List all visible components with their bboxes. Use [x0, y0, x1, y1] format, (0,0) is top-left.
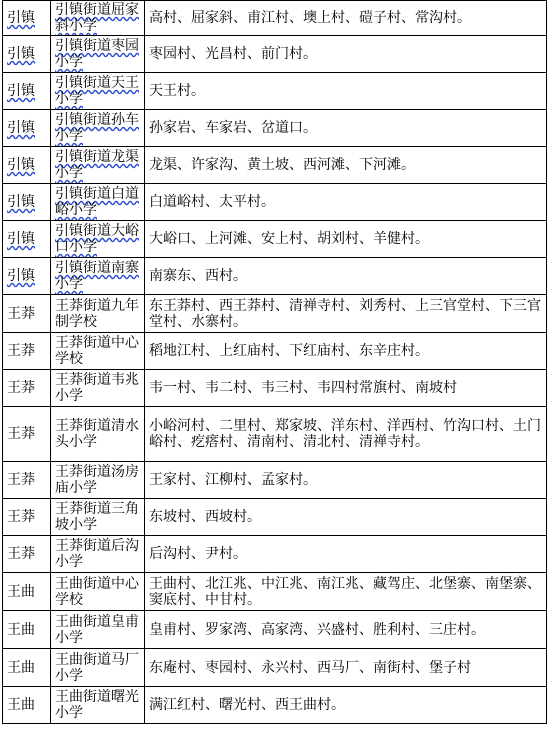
table-row — [3, 649, 547, 687]
school-cell: 王曲街道马厂小学 — [51, 649, 145, 687]
villages-cell: 枣园村、光昌村、前门村。 — [145, 36, 547, 73]
table-row — [3, 221, 547, 258]
town-cell: 引镇 — [3, 36, 51, 73]
table-row — [3, 333, 547, 370]
school-cell: 王莽街道汤房庙小学 — [51, 462, 145, 499]
table-row — [3, 73, 547, 110]
town-cell: 王曲 — [3, 687, 51, 724]
school-cell: 王莽街道韦兆小学 — [51, 370, 145, 407]
table-row — [3, 687, 547, 724]
table-row — [3, 295, 547, 333]
school-district-table — [2, 0, 547, 724]
town-cell: 引镇 — [3, 221, 51, 258]
villages-cell: 南寨东、西村。 — [145, 258, 547, 295]
school-cell: 引镇街道孙车小学 — [51, 110, 145, 147]
school-cell: 引镇街道大峪口小学 — [51, 221, 145, 258]
table-row — [3, 499, 547, 536]
table-row — [3, 407, 547, 462]
school-cell: 王莽街道九年制学校 — [51, 295, 145, 333]
villages-cell: 东王莽村、西王莽村、清禅寺村、刘秀村、上三官堂村、下三官堂村、水寨村。 — [145, 295, 547, 333]
table-row — [3, 110, 547, 147]
school-cell: 引镇街道天王小学 — [51, 73, 145, 110]
school-cell: 王莽街道清水头小学 — [51, 407, 145, 462]
table-row — [3, 184, 547, 221]
table-row — [3, 611, 547, 649]
villages-cell: 稻地江村、上红庙村、下红庙村、东辛庄村。 — [145, 333, 547, 370]
school-cell: 王曲街道中心学校 — [51, 573, 145, 611]
town-cell: 王莽 — [3, 333, 51, 370]
table-row — [3, 573, 547, 611]
town-cell: 王莽 — [3, 462, 51, 499]
town-cell: 王莽 — [3, 536, 51, 573]
villages-cell: 王家村、江柳村、孟家村。 — [145, 462, 547, 499]
school-cell: 引镇街道枣园小学 — [51, 36, 145, 73]
town-cell: 王莽 — [3, 499, 51, 536]
villages-cell: 后沟村、尹村。 — [145, 536, 547, 573]
town-cell: 王曲 — [3, 611, 51, 649]
school-cell: 引镇街道白道峪小学 — [51, 184, 145, 221]
table-row — [3, 462, 547, 499]
school-cell: 王莽街道后沟小学 — [51, 536, 145, 573]
school-cell: 王莽街道三角坡小学 — [51, 499, 145, 536]
table-row — [3, 36, 547, 73]
school-cell: 引镇街道龙渠小学 — [51, 147, 145, 184]
villages-cell: 东庵村、枣园村、永兴村、西马厂、南街村、堡子村 — [145, 649, 547, 687]
town-cell: 王莽 — [3, 407, 51, 462]
town-cell: 王曲 — [3, 573, 51, 611]
town-cell: 引镇 — [3, 147, 51, 184]
town-cell: 王莽 — [3, 295, 51, 333]
town-cell: 引镇 — [3, 73, 51, 110]
table-row — [3, 536, 547, 573]
villages-cell: 满江红村、曙光村、西王曲村。 — [145, 687, 547, 724]
school-cell: 王曲街道曙光小学 — [51, 687, 145, 724]
town-cell: 王莽 — [3, 370, 51, 407]
villages-cell: 韦一村、韦二村、韦三村、韦四村常旗村、南坡村 — [145, 370, 547, 407]
villages-cell: 小峪河村、二里村、郑家坡、洋东村、洋西村、竹沟口村、土门峪村、疙瘩村、清南村、清北村、清禅寺村。 — [145, 407, 547, 462]
villages-cell: 龙渠、许家沟、黄土坡、西河滩、下河滩。 — [145, 147, 547, 184]
villages-cell: 天王村。 — [145, 73, 547, 110]
table-row — [3, 147, 547, 184]
villages-cell: 白道峪村、太平村。 — [145, 184, 547, 221]
town-cell: 王曲 — [3, 649, 51, 687]
school-cell: 引镇街道屈家斜小学 — [51, 1, 145, 36]
villages-cell: 高村、屈家斜、甫江村、墺上村、磑子村、常沟村。 — [145, 1, 547, 36]
town-cell: 引镇 — [3, 1, 51, 36]
villages-cell: 皇甫村、罗家湾、高家湾、兴盛村、胜利村、三庄村。 — [145, 611, 547, 649]
school-cell: 王莽街道中心学校 — [51, 333, 145, 370]
villages-cell: 东坡村、西坡村。 — [145, 499, 547, 536]
villages-cell: 王曲村、北江兆、中江兆、南江兆、藏驾庄、北堡寨、南堡寨、窦底村、中甘村。 — [145, 573, 547, 611]
table-row — [3, 258, 547, 295]
villages-cell: 孙家岩、车家岩、岔道口。 — [145, 110, 547, 147]
table-row — [3, 1, 547, 36]
town-cell: 引镇 — [3, 184, 51, 221]
table-row — [3, 370, 547, 407]
school-cell: 引镇街道南寨小学 — [51, 258, 145, 295]
school-cell: 王曲街道皇甫小学 — [51, 611, 145, 649]
town-cell: 引镇 — [3, 258, 51, 295]
villages-cell: 大峪口、上河滩、安上村、胡刘村、羊健村。 — [145, 221, 547, 258]
town-cell: 引镇 — [3, 110, 51, 147]
